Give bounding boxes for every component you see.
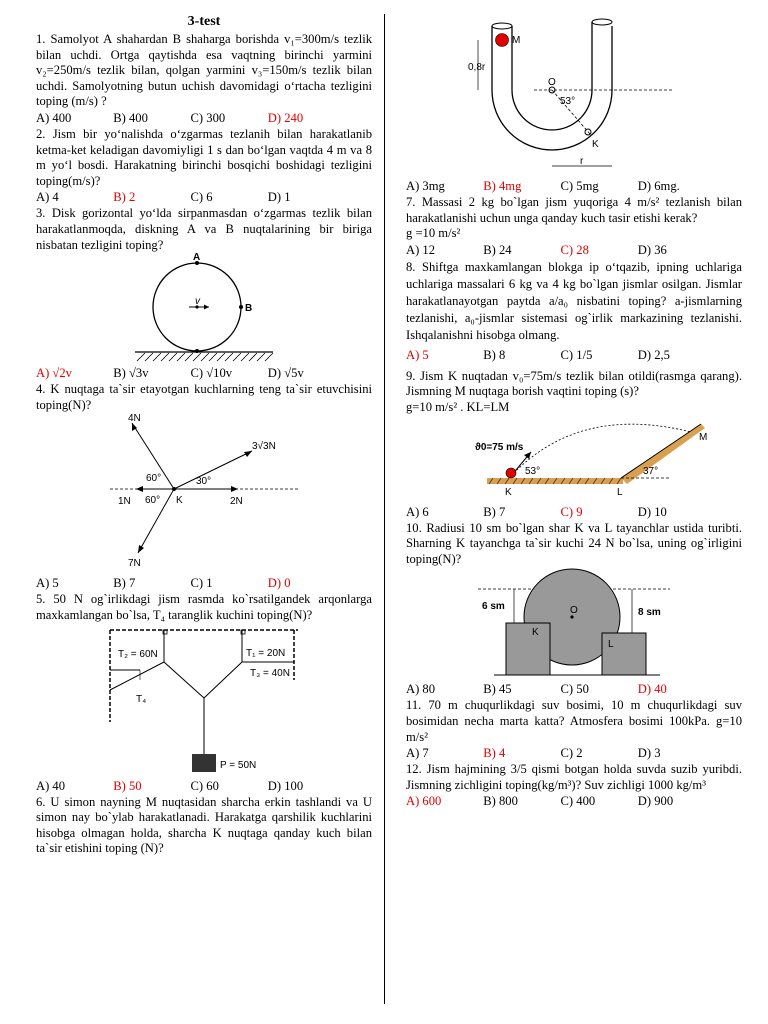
answer-option-correct[interactable]: C) 9: [560, 504, 583, 519]
point-m-label: M: [699, 431, 708, 443]
velocity-label: v: [195, 296, 200, 308]
question-12-answers: [406, 793, 742, 809]
answer-option[interactable]: D) 6mg.: [637, 179, 680, 193]
question-12-text: 12. Jism hajmining 3/5 qismi botgan holda suvda suzib yuribdi. Jismning zichligini toping(kg/m³)? Suv zichligi 1000 kg/m³: [406, 762, 742, 792]
point-k-label: K: [505, 486, 512, 498]
question-9-text: 9. Jism K nuqtadan v₀=75m/s tezlik bilan otildi(rasmga qarang). Jismning M nuqtaga borish vaqtini toping (s)?: [406, 368, 742, 399]
t4-label: T₄: [136, 693, 147, 705]
angle-30: 30°: [196, 476, 212, 488]
weight-label: P = 50N: [220, 759, 257, 771]
sphere-supports-figure: [474, 569, 674, 679]
answer-option[interactable]: C) 1/5: [560, 347, 593, 362]
answer-option[interactable]: C) 2: [560, 746, 583, 761]
point-m-label: M: [512, 35, 521, 46]
column-divider: [384, 14, 385, 1004]
question-2-text: 2. Jism bir yoʻnalishda oʻzgarmas tezlanih bilan harakatlanib ketma-ket keladigan davomiyligi 1 s dan boʻlgan vaqtda 4 m va 8 m yoʻl bosdi. Harakatning birinchi bosqichi boshidagi tezligini toping(m/s)?: [36, 126, 372, 188]
question-10-text: 10. Radiusi 10 sm bo`lgan shar K va L tayanchlar ustida turibti. Sharning K tayanchga ta`sir kuchi 24 N bo`lsa, uning og`irligini toping(N)?: [406, 520, 742, 566]
question-1-answers: [36, 110, 372, 126]
force-4n-label: 4N: [128, 413, 141, 425]
answer-option-correct[interactable]: D) 0: [267, 576, 291, 591]
answer-option-correct[interactable]: C) 28: [560, 242, 589, 257]
question-8: [406, 259, 742, 363]
question-4-answers: [36, 575, 372, 591]
question-9-answers: [406, 504, 742, 520]
question-5: [36, 592, 372, 793]
question-6-answers: [406, 178, 742, 194]
angle-37-label: 37°: [643, 465, 659, 477]
page-title: 3-test: [187, 14, 221, 29]
force-3sqrt3n-label: 3√3N: [252, 441, 276, 453]
question-7-text: 7. Massasi 2 kg bo`lgan jism yuqoriga 4 m/s² tezlanish bilan harakatlanishi uchun unga qanday kuch tasir etishi kerak?: [406, 195, 742, 225]
question-3: [36, 206, 372, 381]
question-8-answers: [406, 347, 742, 363]
answer-option-correct[interactable]: D) 40: [637, 682, 667, 697]
answer-option[interactable]: D) 3: [637, 746, 661, 761]
answer-option[interactable]: B) 400: [113, 110, 148, 125]
answer-option[interactable]: C) 400: [560, 794, 596, 809]
right-column: [406, 14, 742, 810]
answer-option-correct[interactable]: B) 4: [483, 746, 506, 761]
answer-option[interactable]: B) 7: [113, 576, 136, 591]
question-5-text: 5. 50 N og`irlikdagi jism rasmda ko`rsatilgandek arqonlarga maxkamlangan bo`lsa, T₄ taranglik kuchini toping(N)?: [36, 592, 372, 622]
force-7n-label: 7N: [128, 558, 141, 570]
answer-option-correct[interactable]: B) 2: [113, 190, 136, 205]
answer-option[interactable]: D) 1: [267, 190, 291, 205]
center-o-label: O: [570, 605, 578, 617]
answer-option[interactable]: D) 2,5: [637, 347, 670, 362]
question-10-answers: [406, 681, 742, 697]
question-1: [36, 32, 372, 126]
angle-60-lower: 60°: [145, 495, 161, 507]
point-b-label: B: [245, 303, 253, 315]
angle-60-upper: 60°: [146, 473, 162, 485]
answer-option[interactable]: A) 40: [36, 778, 66, 793]
t2-label: T₂ = 60N: [118, 648, 158, 660]
point-k-label: K: [176, 495, 183, 507]
question-11-text: 11. 70 m chuqurlikdagi suv bosimi, 10 m chuqurlikdagi suv bosimidan necha marta katta? Atmosfera bosimi 100kPa. g=10 m/s²: [406, 698, 742, 744]
answer-option[interactable]: A) 4: [36, 190, 59, 205]
height-8-label: 8 sm: [638, 607, 661, 619]
angle-53-label: 53°: [525, 465, 541, 477]
answer-option[interactable]: B) √3v: [113, 366, 149, 381]
answer-option[interactable]: B) 8: [483, 347, 506, 362]
answer-option[interactable]: C) 300: [190, 110, 226, 125]
question-9: [406, 369, 742, 520]
question-11-answers: [406, 745, 742, 761]
question-2: [36, 127, 372, 205]
answer-option[interactable]: D) 900: [637, 794, 674, 809]
question-2-answers: [36, 189, 372, 205]
point-a-label: A: [193, 252, 201, 264]
question-8-text: 8. Shiftga maxkamlangan blokga ip oʻtqazib, ipning uchlariga uchlariga massalari 6 kg va 4 kg bo`lgan jismlar osilgan. Jismlar harakatlanayotgan paytda a/a₀ nisbatini toping? a-jismlarning tezlanishi, a₀-jismlar sistemasi og`irlik markazining tezlanishi. Ishqalanishni hisobga olmang.: [406, 259, 742, 342]
question-7: [406, 195, 742, 258]
question-9-given: g=10 m/s² . KL=LM: [406, 399, 510, 414]
disk-figure: [129, 252, 279, 363]
answer-option[interactable]: C) 50: [560, 682, 589, 697]
question-7-gravity: g =10 m/s²: [406, 226, 461, 241]
question-7-answers: [406, 242, 742, 258]
question-3-text: 3. Disk gorizontal yoʻlda sirpanmasdan oʻzgarmas tezlik bilan harakatlanmoqda, diskning A va B nuqtalarining bir biriga nisbatan tezligini toping?: [36, 206, 372, 252]
answer-option[interactable]: C) √10v: [190, 366, 233, 381]
answer-option-correct[interactable]: B) 4mg: [483, 179, 522, 193]
t1-label: T₁ = 20N: [246, 647, 286, 659]
answer-option[interactable]: A) 5: [36, 576, 59, 591]
angle-53-label: 53°: [560, 96, 576, 107]
t3-label: T₃ = 40N: [250, 667, 290, 679]
answer-option[interactable]: A) 80: [406, 682, 436, 697]
question-4-text: 4. K nuqtaga ta`sir etayotgan kuchlarning teng ta`sir etuvchisini toping(N)?: [36, 382, 372, 412]
radius-label: r: [580, 156, 584, 167]
answer-option[interactable]: B) 800: [483, 794, 518, 809]
answer-option[interactable]: A) 400: [36, 110, 72, 125]
answer-option[interactable]: C) 6: [190, 190, 213, 205]
question-1-text: 1. Samolyot A shahardan B shaharga borishda v₁=300m/s tezlik bilan uchdi. Ortga qaytishda esa vaqtning birinchi yarmini v₂=250m/s tezlik bilan, qolgan yarmini v₃=150m/s tezlik bilan uchdi. Samolyotning butun uchish davomidagi oʻrtacha tezligini toping (m/s) ?: [36, 32, 372, 109]
answer-option-correct[interactable]: A) √2v: [36, 366, 72, 381]
question-6-text: 6. U simon nayning M nuqtasidan sharcha erkin tashlandi va U simon nay bo`ylab harakatlanadi. Harakatga qarshilik kuchlarini hisobga olmagan holda, sharcha K nuqtaga qanday kuch bilan ta`sir etishini toping (N)?: [36, 794, 372, 856]
v0-label: ϑ0=75 m/s: [475, 441, 524, 453]
answer-option[interactable]: C) 1: [190, 576, 213, 591]
force-1n-label: 1N: [118, 496, 131, 508]
answer-option-correct[interactable]: B) 50: [113, 778, 142, 793]
force-2n-label: 2N: [230, 496, 243, 508]
projectile-figure: [429, 418, 719, 502]
question-10: [406, 521, 742, 698]
question-6: [36, 795, 372, 857]
answer-option[interactable]: A) 6: [406, 504, 429, 519]
point-k-label: K: [592, 139, 599, 150]
answer-option-correct[interactable]: A) 5: [406, 347, 429, 362]
answer-option[interactable]: A) 12: [406, 242, 436, 257]
answer-option[interactable]: A) 7: [406, 746, 429, 761]
height-label: 0,8r: [468, 62, 486, 73]
answer-option[interactable]: B) 24: [483, 242, 512, 257]
question-5-answers: [36, 778, 372, 794]
question-4: [36, 382, 372, 591]
answer-option[interactable]: D) 10: [637, 504, 667, 519]
forces-figure: [104, 415, 304, 573]
question-12: [406, 762, 742, 809]
u-tube-figure: [468, 16, 674, 176]
answer-option[interactable]: D) √5v: [267, 366, 304, 381]
question-11: [406, 698, 742, 761]
height-6-label: 6 sm: [482, 601, 505, 613]
point-o-label: O: [548, 77, 556, 88]
answer-option[interactable]: A) 3mg: [406, 179, 445, 193]
answer-option[interactable]: C) 5mg: [560, 179, 599, 193]
ropes-figure: [104, 626, 304, 776]
support-l-label: L: [608, 639, 614, 651]
answer-option-correct[interactable]: D) 240: [267, 110, 304, 125]
answer-option[interactable]: D) 36: [637, 242, 667, 257]
answer-option[interactable]: B) 45: [483, 682, 512, 697]
left-column: [36, 14, 372, 857]
answer-option[interactable]: C) 60: [190, 778, 219, 793]
support-k-label: K: [532, 627, 539, 639]
answer-option-correct[interactable]: A) 600: [406, 794, 442, 809]
answer-option[interactable]: B) 7: [483, 504, 506, 519]
point-l-label: L: [617, 486, 623, 498]
question-3-answers: [36, 365, 372, 381]
answer-option[interactable]: D) 100: [267, 778, 304, 793]
